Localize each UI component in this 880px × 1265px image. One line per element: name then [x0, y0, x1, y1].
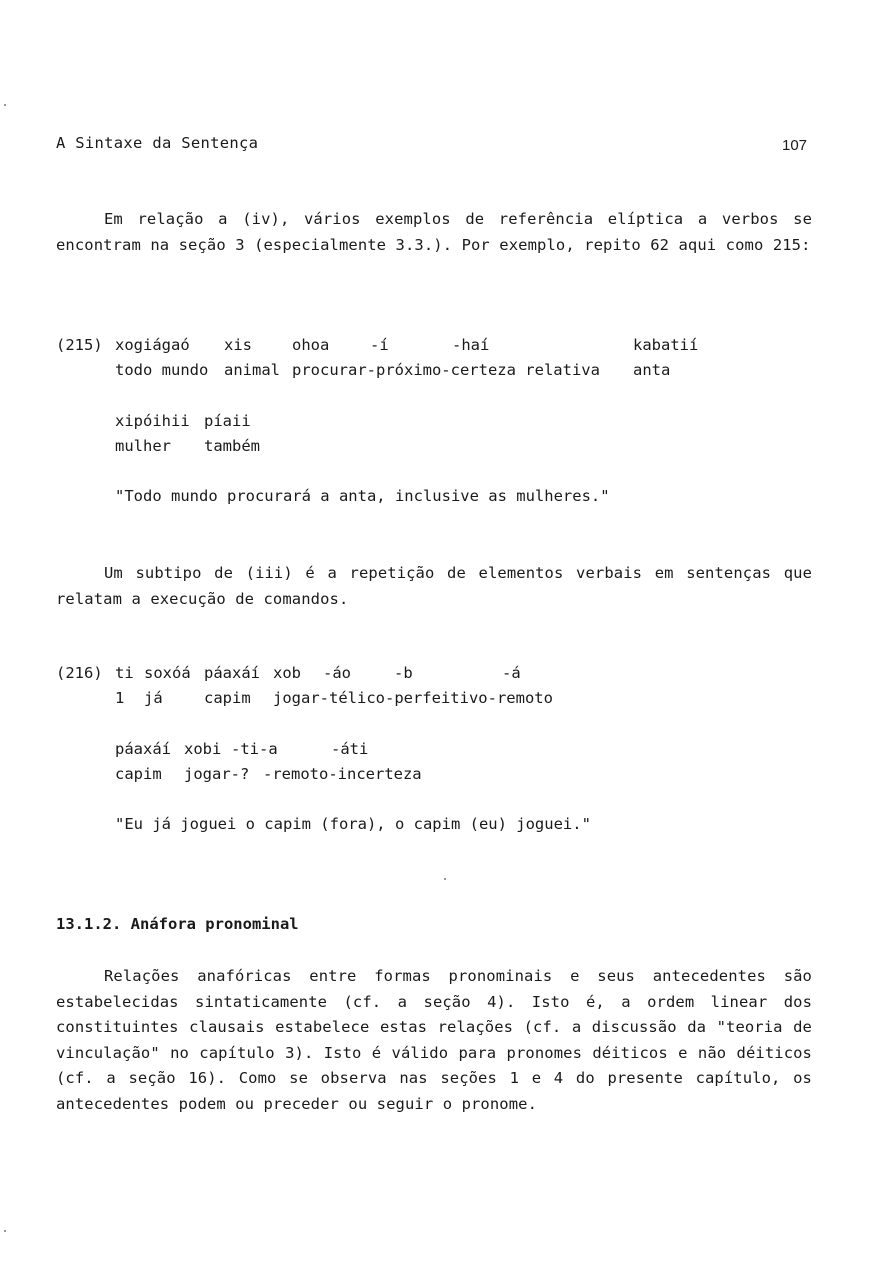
gloss: mulher	[115, 437, 171, 455]
paragraph-1: Em relação a (iv), vários exemplos de referência elíptica a verbos se encontram na seção 3 (especialmente 3.3.). Por exemplo, repito 62 aqui como 215:	[56, 210, 812, 254]
morpheme: ohoa	[292, 336, 330, 354]
gloss: -remoto-incerteza	[263, 765, 422, 783]
gloss: procurar-próximo-certeza relativa	[292, 361, 600, 379]
free-translation: "Todo mundo procurará a anta, inclusive as mulheres."	[115, 487, 610, 505]
morpheme: xob	[273, 664, 301, 682]
morpheme: -áti	[331, 740, 369, 758]
morpheme: páaxáí	[204, 664, 260, 682]
morpheme: xogiágaó	[115, 336, 190, 354]
morpheme: -b	[394, 664, 413, 682]
example-number: (216)	[56, 664, 103, 682]
gloss: todo mundo	[115, 361, 209, 379]
morpheme: -haí	[452, 336, 490, 354]
morpheme: xis	[224, 336, 252, 354]
gloss: jogar-?	[184, 765, 250, 783]
morpheme: -ti-a	[231, 740, 278, 758]
morpheme: soxóá	[144, 664, 191, 682]
scan-speck	[444, 878, 446, 880]
gloss: capim	[204, 689, 251, 707]
morpheme: xipóihii	[115, 412, 190, 430]
free-translation: "Eu já joguei o capim (fora), o capim (eu) joguei."	[115, 815, 591, 833]
paragraph-2: Um subtipo de (iii) é a repetição de elementos verbais em sentenças que relatam a execução de comandos.	[56, 564, 812, 608]
morpheme: páaxáí	[115, 740, 171, 758]
morpheme: -áo	[323, 664, 351, 682]
gloss: 1	[115, 689, 125, 707]
morpheme: -á	[502, 664, 521, 682]
running-title: A Sintaxe da Sentença	[56, 134, 259, 152]
example-number: (215)	[56, 336, 103, 354]
morpheme: -í	[370, 336, 389, 354]
morpheme: xobi	[184, 740, 222, 758]
gloss: já	[144, 689, 163, 707]
scan-speck	[4, 104, 6, 106]
scan-speck	[4, 1230, 6, 1232]
section-heading: 13.1.2. Anáfora pronominal	[56, 915, 299, 933]
gloss: também	[204, 437, 260, 455]
gloss: animal	[224, 361, 280, 379]
gloss: jogar-télico-perfeitivo-remoto	[273, 689, 553, 707]
morpheme: kabatií	[633, 336, 699, 354]
page-number: 107	[782, 137, 808, 154]
gloss: anta	[633, 361, 671, 379]
morpheme: píaii	[204, 412, 251, 430]
morpheme: ti	[115, 664, 134, 682]
section-paragraph: Relações anafóricas entre formas pronominais e seus antecedentes são estabelecidas sintaticamente (cf. a seção 4). Isto é, a ordem linear dos constituintes clausais estabelece estas relações (cf. a discussão da "teoria de vinculação" no capítulo 3). Isto é válido para pronomes déiticos e não déiticos (cf. a seção 16). Como se observa nas seções 1 e 4 do presente capítulo, os antecedentes podem ou preceder ou seguir o pronome.	[56, 967, 812, 1113]
gloss: capim	[115, 765, 162, 783]
